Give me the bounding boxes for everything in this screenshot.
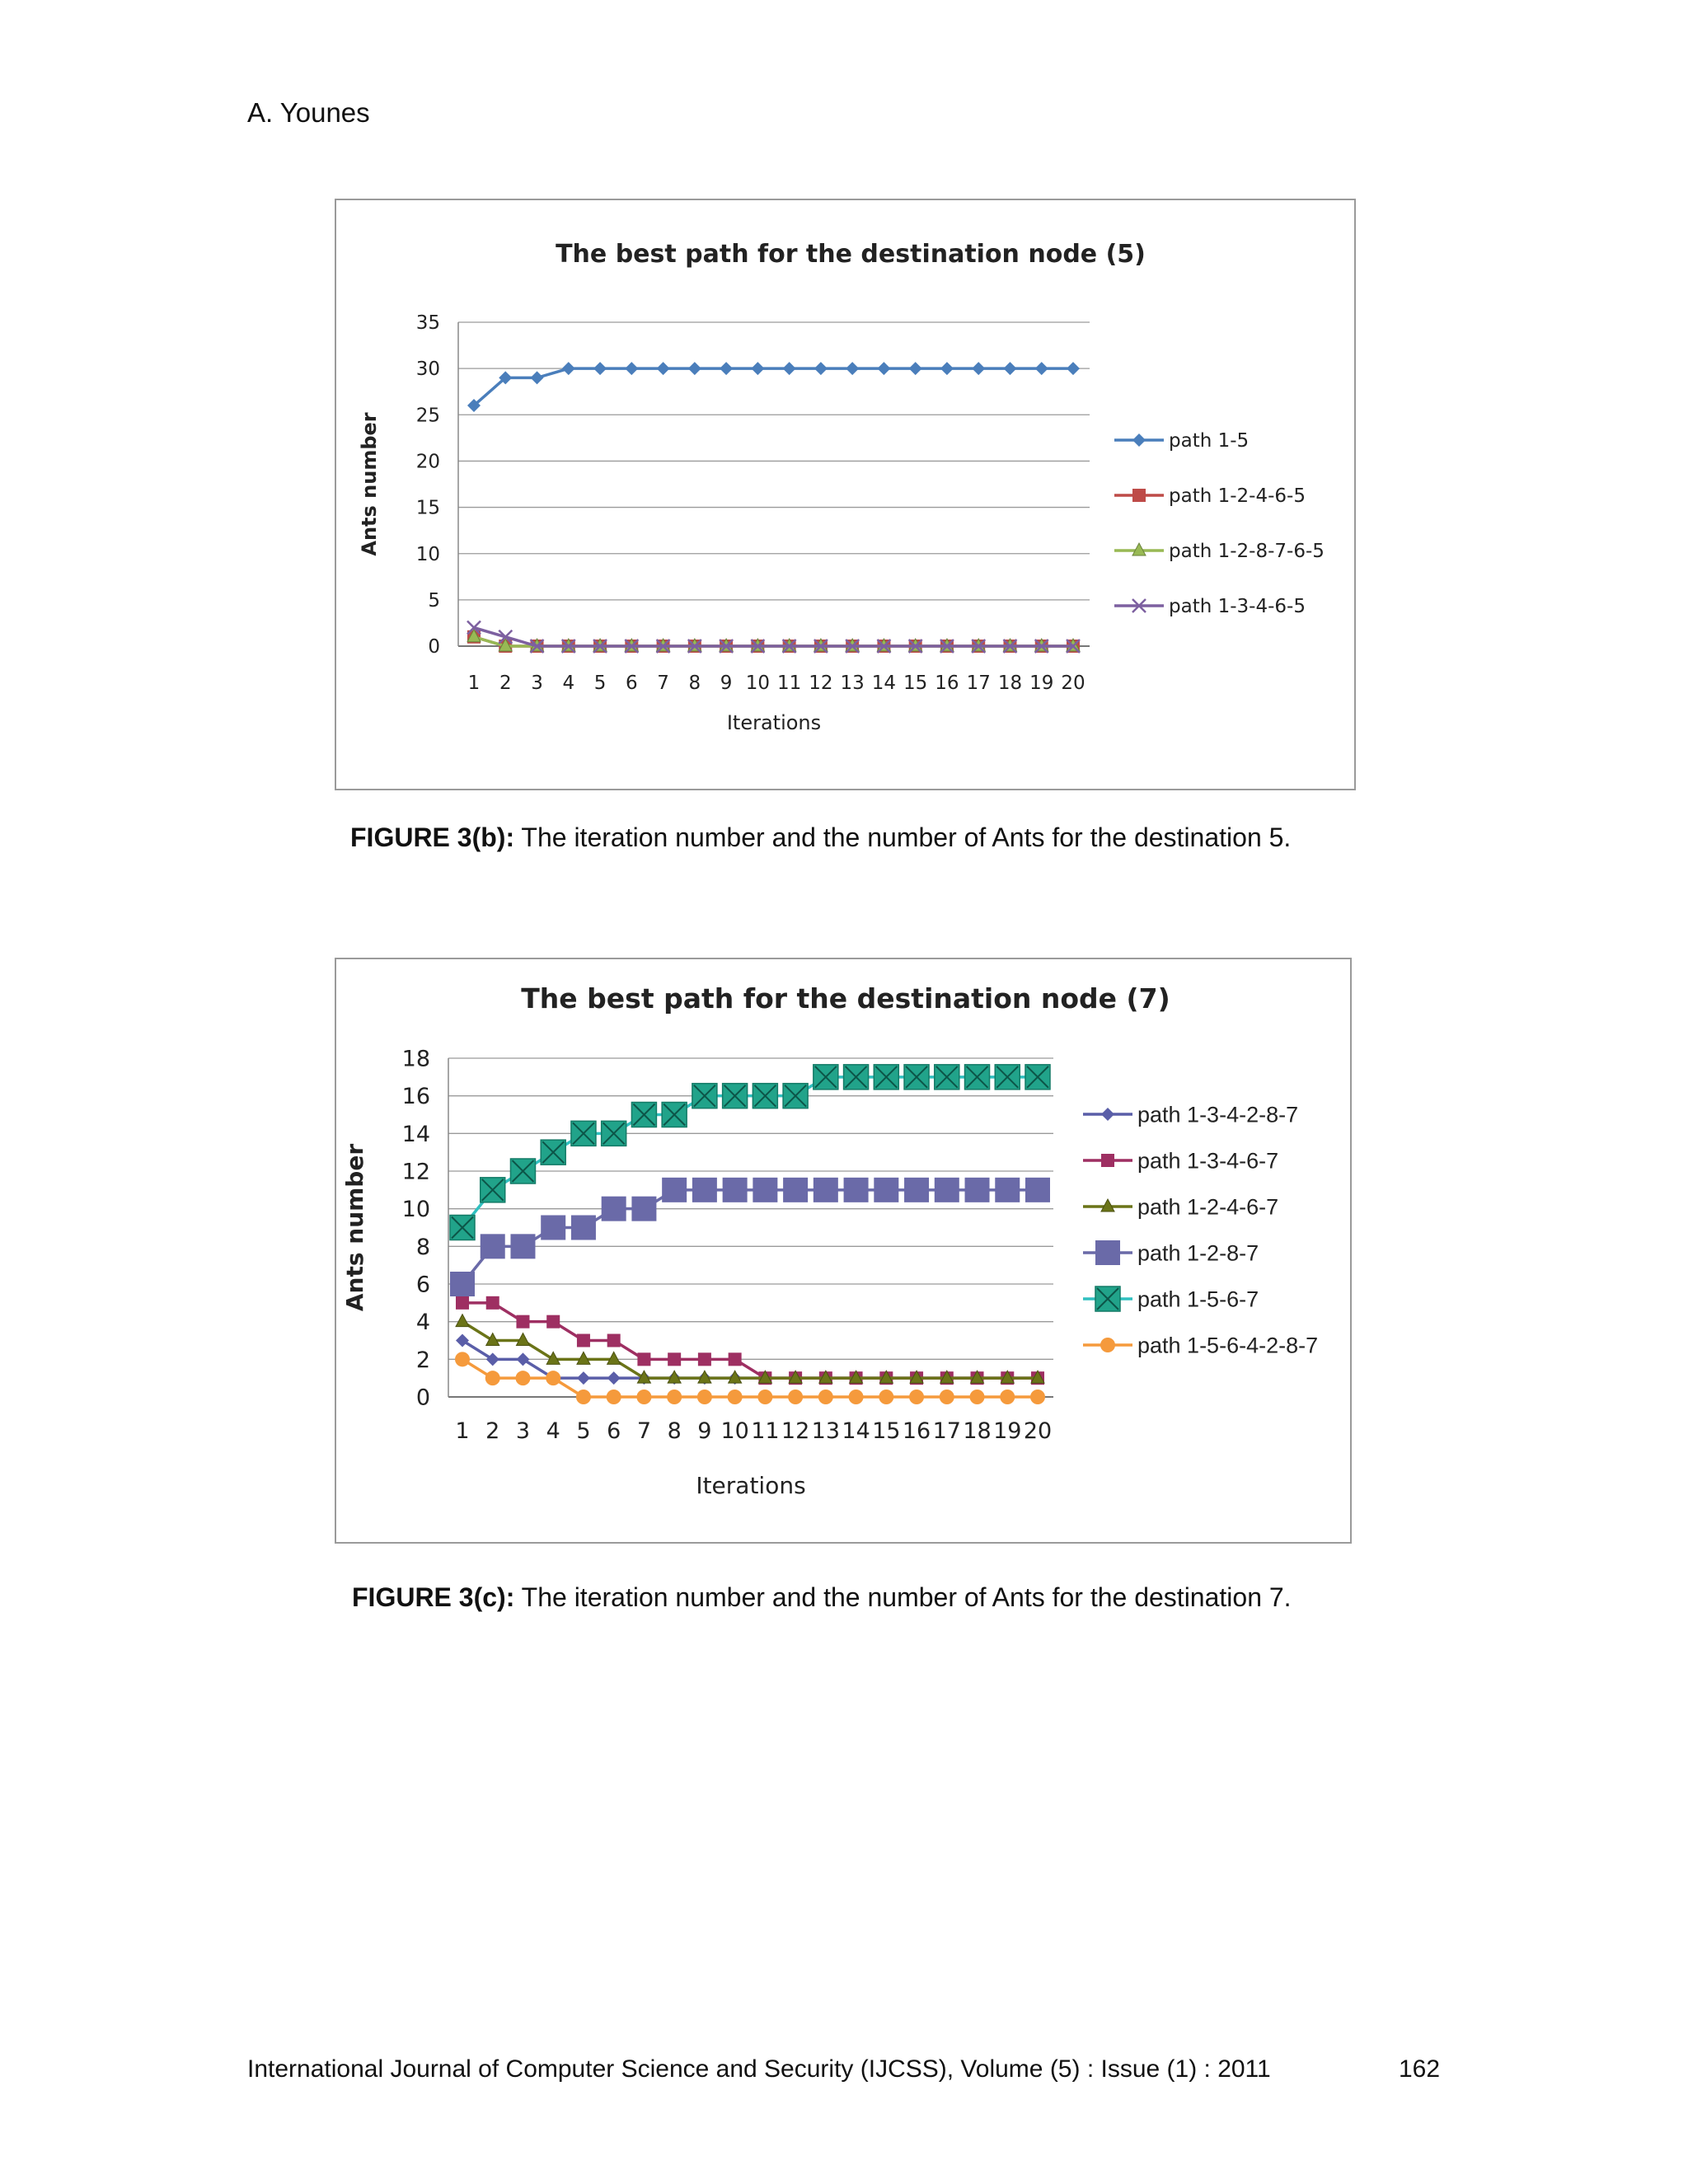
- legend-item-6: [1083, 1333, 1318, 1357]
- y-tick-label-10: 10: [415, 543, 440, 565]
- legend-label-3: path 1-2-8-7-6-5: [1169, 541, 1325, 563]
- x-axis-label: Iterations: [696, 1472, 806, 1499]
- data-point-s6-x19: [1000, 1390, 1015, 1404]
- data-point-s1-x10: [751, 362, 764, 375]
- data-point-s6-x18: [970, 1390, 985, 1404]
- data-point-s6-x20: [1030, 1390, 1045, 1404]
- data-point-s2-x3: [516, 1315, 529, 1329]
- x-tick-label-17: 17: [966, 673, 991, 694]
- data-point-s4-x5: [571, 1216, 596, 1240]
- y-axis-label: Ants number: [341, 1143, 368, 1312]
- data-point-s3-x1: [456, 1315, 469, 1327]
- series-line-1: [474, 368, 1073, 405]
- legend-item-1: [1083, 1102, 1298, 1127]
- legend-marker-4: [1095, 1240, 1120, 1265]
- legend-item-4: [1114, 596, 1306, 617]
- data-point-s4-x18: [965, 1178, 990, 1202]
- data-point-s1-x6: [607, 1371, 621, 1385]
- data-point-s6-x12: [788, 1390, 803, 1404]
- figure-3b-caption-label: FIGURE 3(b):: [350, 823, 515, 852]
- x-tick-label-14: 14: [871, 673, 897, 694]
- data-point-s1-x3: [516, 1352, 529, 1366]
- x-tick-label-5: 5: [576, 1418, 591, 1444]
- data-point-s6-x1: [455, 1352, 470, 1366]
- y-tick-label-30: 30: [415, 359, 440, 381]
- x-tick-label-5: 5: [593, 673, 607, 694]
- x-tick-label-11: 11: [751, 1418, 780, 1444]
- data-point-s2-x5: [577, 1334, 590, 1347]
- y-tick-label-15: 15: [415, 497, 440, 519]
- data-point-s1-x17: [972, 362, 985, 375]
- y-tick-label-18: 18: [401, 1046, 430, 1072]
- legend-label-2: path 1-2-4-6-5: [1169, 485, 1306, 508]
- x-tick-label-1: 1: [467, 673, 481, 694]
- x-tick-label-6: 6: [607, 1418, 621, 1444]
- legend-marker-1: [1101, 1108, 1114, 1121]
- x-tick-label-15: 15: [872, 1418, 901, 1444]
- data-point-s1-x16: [940, 362, 954, 375]
- data-point-s1-x9: [720, 362, 733, 375]
- data-point-s1-x4: [562, 362, 575, 375]
- data-point-s4-x11: [753, 1178, 777, 1202]
- data-point-s1-x13: [846, 362, 859, 375]
- data-point-s2-x1: [456, 1296, 469, 1310]
- data-point-s2-x8: [668, 1352, 681, 1366]
- data-point-s4-x6: [602, 1197, 626, 1221]
- y-tick-label-5: 5: [428, 589, 440, 612]
- x-tick-label-14: 14: [842, 1418, 870, 1444]
- x-tick-label-11: 11: [776, 673, 802, 694]
- data-point-s1-x11: [783, 362, 796, 375]
- y-tick-label-14: 14: [401, 1121, 430, 1147]
- data-point-s4-x4: [541, 1216, 565, 1240]
- y-tick-label-2: 2: [415, 1347, 430, 1373]
- data-point-s4-x7: [631, 1197, 656, 1221]
- x-tick-label-13: 13: [840, 673, 865, 694]
- figure-3b-chart-frame: [335, 199, 1356, 790]
- y-tick-label-12: 12: [401, 1159, 430, 1185]
- x-tick-label-8: 8: [667, 1418, 682, 1444]
- data-point-s6-x4: [546, 1371, 560, 1385]
- x-tick-label-12: 12: [781, 1418, 810, 1444]
- y-tick-label-6: 6: [415, 1272, 430, 1298]
- data-point-s6-x16: [909, 1390, 924, 1404]
- chart-title: The best path for the destination node (7): [521, 982, 1170, 1015]
- legend-item-3: [1114, 541, 1325, 562]
- x-tick-label-20: 20: [1023, 1418, 1053, 1444]
- x-tick-label-2: 2: [485, 1418, 500, 1444]
- y-tick-label-0: 0: [415, 1385, 430, 1411]
- figure-3b-caption: [350, 823, 1291, 853]
- data-point-s2-x7: [637, 1352, 650, 1366]
- data-point-s2-x9: [698, 1352, 711, 1366]
- data-point-s4-x20: [1025, 1178, 1050, 1202]
- data-point-s4-x19: [995, 1178, 1020, 1202]
- series-5: [450, 1065, 1050, 1240]
- figure-3c-chart: [336, 959, 1350, 1542]
- legend-item-1: [1114, 430, 1249, 452]
- data-point-s1-x3: [531, 371, 544, 384]
- x-tick-label-3: 3: [515, 1418, 531, 1444]
- data-point-s4-x17: [935, 1178, 959, 1202]
- data-point-s1-x18: [1003, 362, 1016, 375]
- x-tick-label-10: 10: [745, 673, 771, 694]
- x-tick-label-19: 19: [993, 1418, 1022, 1444]
- y-tick-label-16: 16: [401, 1084, 430, 1110]
- y-axis-label: Ants number: [358, 412, 381, 556]
- data-point-s2-x4: [546, 1315, 560, 1329]
- data-point-s1-x8: [688, 362, 701, 375]
- figure-3c-caption: [352, 1582, 1292, 1613]
- figure-3b-caption-text: The iteration number and the number of Ants for the destination 5.: [514, 823, 1292, 852]
- legend-label-1: path 1-5: [1169, 430, 1250, 452]
- data-point-s1-x2: [486, 1352, 499, 1366]
- legend-label-4: path 1-2-8-7: [1137, 1240, 1259, 1266]
- legend-label-4: path 1-3-4-6-5: [1169, 596, 1306, 618]
- legend-label-2: path 1-3-4-6-7: [1137, 1148, 1279, 1174]
- running-head-author: A. Younes: [247, 97, 370, 128]
- y-tick-label-4: 4: [415, 1310, 430, 1336]
- x-tick-label-13: 13: [811, 1418, 841, 1444]
- data-point-s4-x1: [450, 1272, 475, 1296]
- footer-journal: International Journal of Computer Science and Security (IJCSS), Volume (5) : Issue (1) : 2011: [247, 2055, 1271, 2083]
- figure-3c-caption-label: FIGURE 3(c):: [352, 1582, 515, 1612]
- data-point-s4-x15: [874, 1178, 898, 1202]
- data-point-s1-x12: [814, 362, 828, 375]
- x-tick-label-6: 6: [625, 673, 638, 694]
- x-tick-label-17: 17: [932, 1418, 961, 1444]
- data-point-s4-x10: [723, 1178, 748, 1202]
- series-4: [467, 621, 1080, 653]
- legend-label-1: path 1-3-4-2-8-7: [1137, 1102, 1299, 1127]
- legend-label-3: path 1-2-4-6-7: [1137, 1194, 1279, 1220]
- data-point-s1-x1: [456, 1334, 469, 1347]
- legend-marker-2: [1132, 489, 1146, 502]
- page-number: 162: [1399, 2055, 1441, 2083]
- data-point-s4-x3: [510, 1234, 535, 1258]
- data-point-s2-x2: [486, 1296, 499, 1310]
- x-tick-label-18: 18: [997, 673, 1023, 694]
- data-point-s6-x2: [485, 1371, 500, 1385]
- data-point-s4-x13: [814, 1178, 838, 1202]
- x-tick-label-4: 4: [546, 1418, 560, 1444]
- data-point-s4-x2: [481, 1234, 505, 1258]
- y-tick-label-0: 0: [428, 636, 440, 658]
- legend-label-5: path 1-5-6-7: [1137, 1286, 1259, 1312]
- data-point-s6-x13: [818, 1390, 833, 1404]
- data-point-s1-x15: [909, 362, 922, 375]
- data-point-s6-x14: [849, 1390, 864, 1404]
- y-tick-label-35: 35: [415, 312, 440, 335]
- data-point-s6-x9: [697, 1390, 712, 1404]
- figure-3c-chart-frame: [335, 958, 1352, 1544]
- data-point-s1-x7: [657, 362, 670, 375]
- x-tick-label-2: 2: [499, 673, 512, 694]
- data-point-s4-x9: [692, 1178, 717, 1202]
- x-tick-label-4: 4: [562, 673, 575, 694]
- x-tick-label-3: 3: [531, 673, 543, 694]
- x-tick-label-9: 9: [697, 1418, 712, 1444]
- figure-3b-chart: [336, 200, 1354, 789]
- data-point-s1-x5: [577, 1371, 590, 1385]
- series-1: [467, 362, 1080, 412]
- data-point-s1-x6: [625, 362, 638, 375]
- x-tick-label-7: 7: [657, 673, 669, 694]
- data-point-s4-x8: [662, 1178, 687, 1202]
- legend-item-2: [1114, 485, 1306, 507]
- data-point-s2-x10: [729, 1352, 742, 1366]
- x-tick-label-16: 16: [935, 673, 959, 694]
- x-tick-label-10: 10: [720, 1418, 749, 1444]
- legend-item-2: [1083, 1148, 1278, 1173]
- x-tick-label-9: 9: [720, 673, 733, 694]
- data-point-s6-x10: [728, 1390, 743, 1404]
- x-tick-label-7: 7: [636, 1418, 652, 1444]
- x-tick-label-19: 19: [1029, 673, 1054, 694]
- x-tick-label-16: 16: [902, 1418, 931, 1444]
- data-point-s1-x5: [593, 362, 607, 375]
- data-point-s6-x8: [667, 1390, 682, 1404]
- legend-marker-6: [1100, 1338, 1115, 1352]
- legend-marker-1: [1132, 434, 1146, 447]
- legend-item-5: [1083, 1286, 1259, 1311]
- y-tick-label-10: 10: [401, 1197, 430, 1223]
- data-point-s1-x14: [877, 362, 890, 375]
- data-point-s6-x6: [607, 1390, 621, 1404]
- series-3: [467, 630, 1080, 651]
- legend-marker-2: [1101, 1154, 1114, 1167]
- data-point-s6-x3: [515, 1371, 530, 1385]
- series-line-2: [462, 1303, 1038, 1378]
- series-4: [450, 1178, 1050, 1296]
- data-point-s6-x15: [879, 1390, 893, 1404]
- data-point-s4-x12: [783, 1178, 808, 1202]
- legend-item-3: [1083, 1194, 1278, 1219]
- x-tick-label-15: 15: [903, 673, 928, 694]
- x-tick-label-1: 1: [455, 1418, 470, 1444]
- data-point-s6-x7: [636, 1390, 651, 1404]
- data-point-s1-x19: [1035, 362, 1048, 375]
- x-tick-label-20: 20: [1061, 673, 1085, 694]
- series-2: [467, 630, 1080, 653]
- data-point-s2-x6: [607, 1334, 621, 1347]
- x-tick-label-18: 18: [963, 1418, 992, 1444]
- data-point-s1-x20: [1067, 362, 1080, 375]
- x-axis-label: Iterations: [726, 711, 822, 734]
- figure-3c-caption-text: The iteration number and the number of Ants for the destination 7.: [514, 1582, 1292, 1612]
- data-point-s4-x14: [844, 1178, 869, 1202]
- data-point-s6-x17: [940, 1390, 954, 1404]
- y-tick-label-25: 25: [415, 405, 440, 427]
- data-point-s6-x5: [576, 1390, 591, 1404]
- legend-item-4: [1083, 1240, 1259, 1265]
- x-tick-label-12: 12: [809, 673, 833, 694]
- y-tick-label-20: 20: [415, 451, 440, 473]
- data-point-s6-x11: [757, 1390, 772, 1404]
- y-tick-label-8: 8: [415, 1234, 430, 1260]
- x-tick-label-8: 8: [688, 673, 701, 694]
- chart-title: The best path for the destination node (5): [556, 240, 1146, 269]
- data-point-s4-x16: [904, 1178, 929, 1202]
- legend-label-6: path 1-5-6-4-2-8-7: [1137, 1333, 1319, 1358]
